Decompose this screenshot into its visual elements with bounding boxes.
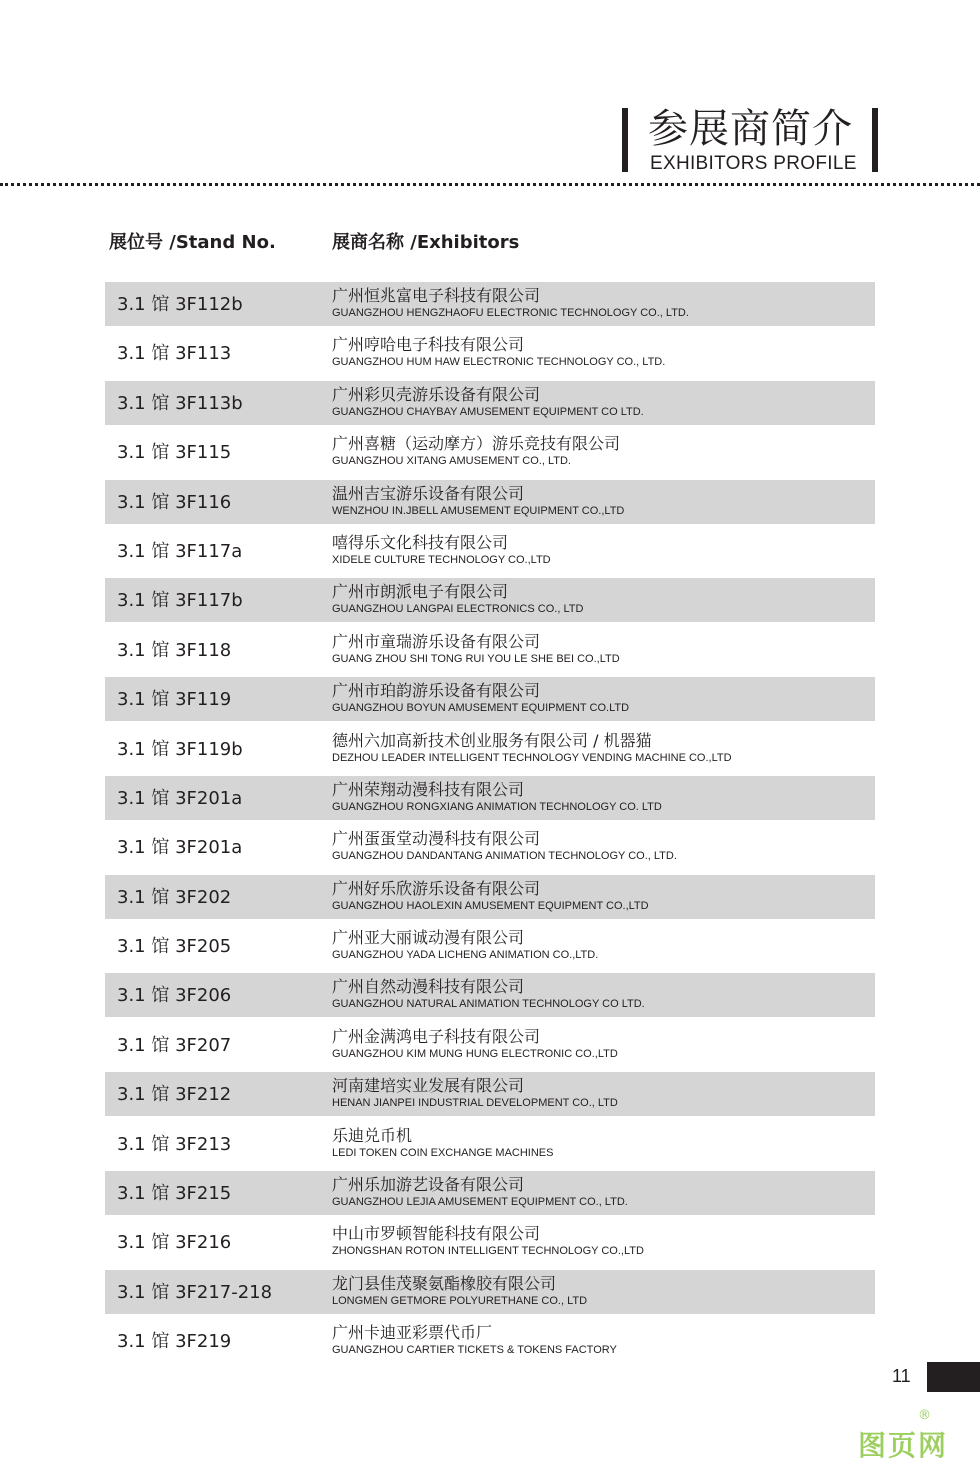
exhibitor-name-en: GUANGZHOU CARTIER TICKETS & TOKENS FACTORY: [332, 1344, 617, 1357]
dotted-divider: [0, 183, 980, 186]
stand-number: 3.1 馆 3F201a: [117, 787, 243, 809]
exhibitor-name-cn: 广州市珀韵游乐设备有限公司: [332, 681, 541, 701]
stand-number: 3.1 馆 3F201a: [117, 837, 243, 859]
exhibitor-name-en: GUANGZHOU YADA LICHENG ANIMATION CO.,LTD.: [332, 949, 599, 962]
exhibitor-name-en: XIDELE CULTURE TECHNOLOGY CO.,LTD: [332, 553, 551, 566]
exhibitor-name-cn: 乐迪兑币机: [332, 1125, 413, 1145]
table-row: [105, 1319, 875, 1363]
exhibitor-name-en: ZHONGSHAN ROTON INTELLIGENT TECHNOLOGY CO.,LTD: [332, 1245, 644, 1258]
table-row: [105, 1023, 875, 1067]
exhibitor-name-cn: 广州好乐欣游乐设备有限公司: [332, 878, 541, 898]
table-row: [105, 282, 875, 326]
exhibitor-name-cn: 河南建培实业发展有限公司: [332, 1076, 525, 1096]
exhibitor-name-cn: 广州亚大丽诚动漫有限公司: [332, 928, 525, 948]
exhibitor-name-cn: 广州自然动漫科技有限公司: [332, 977, 525, 997]
stand-number: 3.1 馆 3F113: [117, 343, 232, 365]
stand-number: 3.1 馆 3F202: [117, 886, 232, 908]
exhibitor-name-cn: 嘻得乐文化科技有限公司: [332, 532, 509, 552]
exhibitor-name-en: GUANGZHOU NATURAL ANIMATION TECHNOLOGY CO LTD.: [332, 998, 645, 1011]
table-row: [105, 677, 875, 721]
table-row: [105, 973, 875, 1017]
stand-number: 3.1 馆 3F117a: [117, 540, 243, 562]
exhibitor-name-en: GUANGZHOU LANGPAI ELECTRONICS CO., LTD: [332, 603, 584, 616]
stand-number: 3.1 馆 3F115: [117, 442, 232, 464]
table-row: [105, 727, 875, 771]
table-row: [105, 529, 875, 573]
stand-number: 3.1 馆 3F119: [117, 689, 232, 711]
table-row: [105, 381, 875, 425]
registered-mark: ®: [918, 1408, 931, 1423]
page-number-block: [927, 1362, 980, 1392]
page-number: 11: [892, 1366, 911, 1386]
table-row: [105, 1171, 875, 1215]
table-row: [105, 628, 875, 672]
exhibitor-name-cn: 广州彩贝壳游乐设备有限公司: [332, 384, 541, 404]
stand-number: 3.1 馆 3F112b: [117, 294, 243, 315]
exhibitor-name-cn: 广州市朗派电子有限公司: [332, 582, 509, 602]
exhibitor-name-en: LEDI TOKEN COIN EXCHANGE MACHINES: [332, 1146, 554, 1159]
table-row: [105, 578, 875, 622]
stand-number: 3.1 馆 3F213: [117, 1133, 232, 1155]
table-row: [105, 480, 875, 524]
exhibitor-name-en: GUANG ZHOU SHI TONG RUI YOU LE SHE BEI CO.,LTD: [332, 652, 620, 665]
exhibitor-name-cn: 广州市童瑞游乐设备有限公司: [332, 631, 541, 651]
exhibitor-name-en: GUANGZHOU RONGXIANG ANIMATION TECHNOLOGY CO. LTD: [332, 800, 662, 813]
stand-number: 3.1 馆 3F212: [117, 1084, 232, 1106]
exhibitor-name-en: GUANGZHOU XITANG AMUSEMENT CO., LTD.: [332, 455, 571, 468]
table-row: [105, 924, 875, 968]
table-row: [105, 875, 875, 919]
exhibitor-name-en: GUANGZHOU HENGZHAOFU ELECTRONIC TECHNOLOGY CO., LTD.: [332, 307, 689, 319]
exhibitor-name-en: GUANGZHOU HUM HAW ELECTRONIC TECHNOLOGY CO., LTD.: [332, 356, 666, 369]
page-title-cn: 参展商简介: [648, 106, 853, 152]
stand-number: 3.1 馆 3F215: [117, 1183, 232, 1205]
exhibitor-name-cn: 龙门县佳茂聚氨酯橡胶有限公司: [332, 1273, 557, 1293]
stand-number: 3.1 馆 3F219: [117, 1331, 232, 1353]
exhibitor-name-cn: 广州蛋蛋堂动漫科技有限公司: [332, 829, 541, 849]
exhibitor-name-en: GUANGZHOU DANDANTANG ANIMATION TECHNOLOGY CO., LTD.: [332, 850, 677, 863]
table-row: [105, 430, 875, 474]
exhibitor-name-en: GUANGZHOU HAOLEXIN AMUSEMENT EQUIPMENT CO.,LTD: [332, 899, 649, 912]
stand-number: 3.1 馆 3F116: [117, 491, 232, 513]
header-left-bar: [622, 108, 628, 172]
exhibitor-name-cn: 温州吉宝游乐设备有限公司: [332, 483, 525, 503]
column-header-exhibitor: 展商名称 /Exhibitors: [332, 232, 520, 253]
stand-number: 3.1 馆 3F119b: [117, 738, 243, 760]
exhibitor-name-cn: 广州乐加游艺设备有限公司: [332, 1175, 525, 1195]
exhibitor-name-en: GUANGZHOU LEJIA AMUSEMENT EQUIPMENT CO., LTD.: [332, 1196, 628, 1209]
table-row: [105, 1270, 875, 1314]
table-row: [105, 331, 875, 375]
header-right-bar: [872, 108, 878, 172]
stand-number: 3.1 馆 3F205: [117, 936, 232, 958]
stand-number: 3.1 馆 3F206: [117, 985, 232, 1007]
exhibitor-name-en: LONGMEN GETMORE POLYURETHANE CO., LTD: [332, 1294, 588, 1307]
stand-number: 3.1 馆 3F117b: [117, 590, 243, 612]
exhibitor-name-cn: 广州哼哈电子科技有限公司: [332, 335, 525, 355]
table-row: [105, 1072, 875, 1116]
page-title-en: EXHIBITORS PROFILE: [650, 153, 857, 174]
table-row: [105, 1122, 875, 1166]
table-row: [105, 825, 875, 869]
exhibitor-name-en: GUANGZHOU KIM MUNG HUNG ELECTRONIC CO.,LTD: [332, 1047, 618, 1060]
stand-number: 3.1 馆 3F113b: [117, 392, 243, 414]
exhibitor-name-cn: 广州卡迪亚彩票代币厂: [332, 1323, 493, 1343]
watermark-logo: 图页网: [858, 1429, 949, 1462]
exhibitor-name-en: GUANGZHOU CHAYBAY AMUSEMENT EQUIPMENT CO LTD.: [332, 405, 644, 418]
stand-number: 3.1 馆 3F118: [117, 639, 232, 661]
exhibitor-name-en: HENAN JIANPEI INDUSTRIAL DEVELOPMENT CO., LTD: [332, 1097, 618, 1110]
exhibitor-name-cn: 德州六加高新技术创业服务有限公司 / 机器猫: [332, 730, 652, 750]
exhibitor-name-cn: 广州金满鸿电子科技有限公司: [332, 1026, 541, 1046]
exhibitor-name-cn: 广州荣翔动漫科技有限公司: [332, 779, 525, 799]
exhibitor-table: [105, 282, 875, 1369]
table-row: [105, 1220, 875, 1264]
exhibitor-name-cn: 中山市罗顿智能科技有限公司: [332, 1224, 541, 1244]
exhibitor-name-cn: 广州恒兆富电子科技有限公司: [332, 286, 541, 305]
exhibitor-name-en: DEZHOU LEADER INTELLIGENT TECHNOLOGY VENDING MACHINE CO.,LTD: [332, 751, 732, 764]
stand-number: 3.1 馆 3F207: [117, 1034, 232, 1056]
stand-number: 3.1 馆 3F217-218: [117, 1281, 273, 1303]
exhibitor-name-cn: 广州喜糖（运动摩方）游乐竞技有限公司: [332, 434, 621, 454]
table-row: [105, 776, 875, 820]
stand-number: 3.1 馆 3F216: [117, 1232, 232, 1254]
page-header: [620, 104, 890, 180]
exhibitor-name-en: GUANGZHOU BOYUN AMUSEMENT EQUIPMENT CO.LTD: [332, 702, 630, 715]
column-header-stand: 展位号 /Stand No.: [109, 232, 276, 253]
exhibitor-name-en: WENZHOU IN.JBELL AMUSEMENT EQUIPMENT CO.,LTD: [332, 504, 625, 517]
